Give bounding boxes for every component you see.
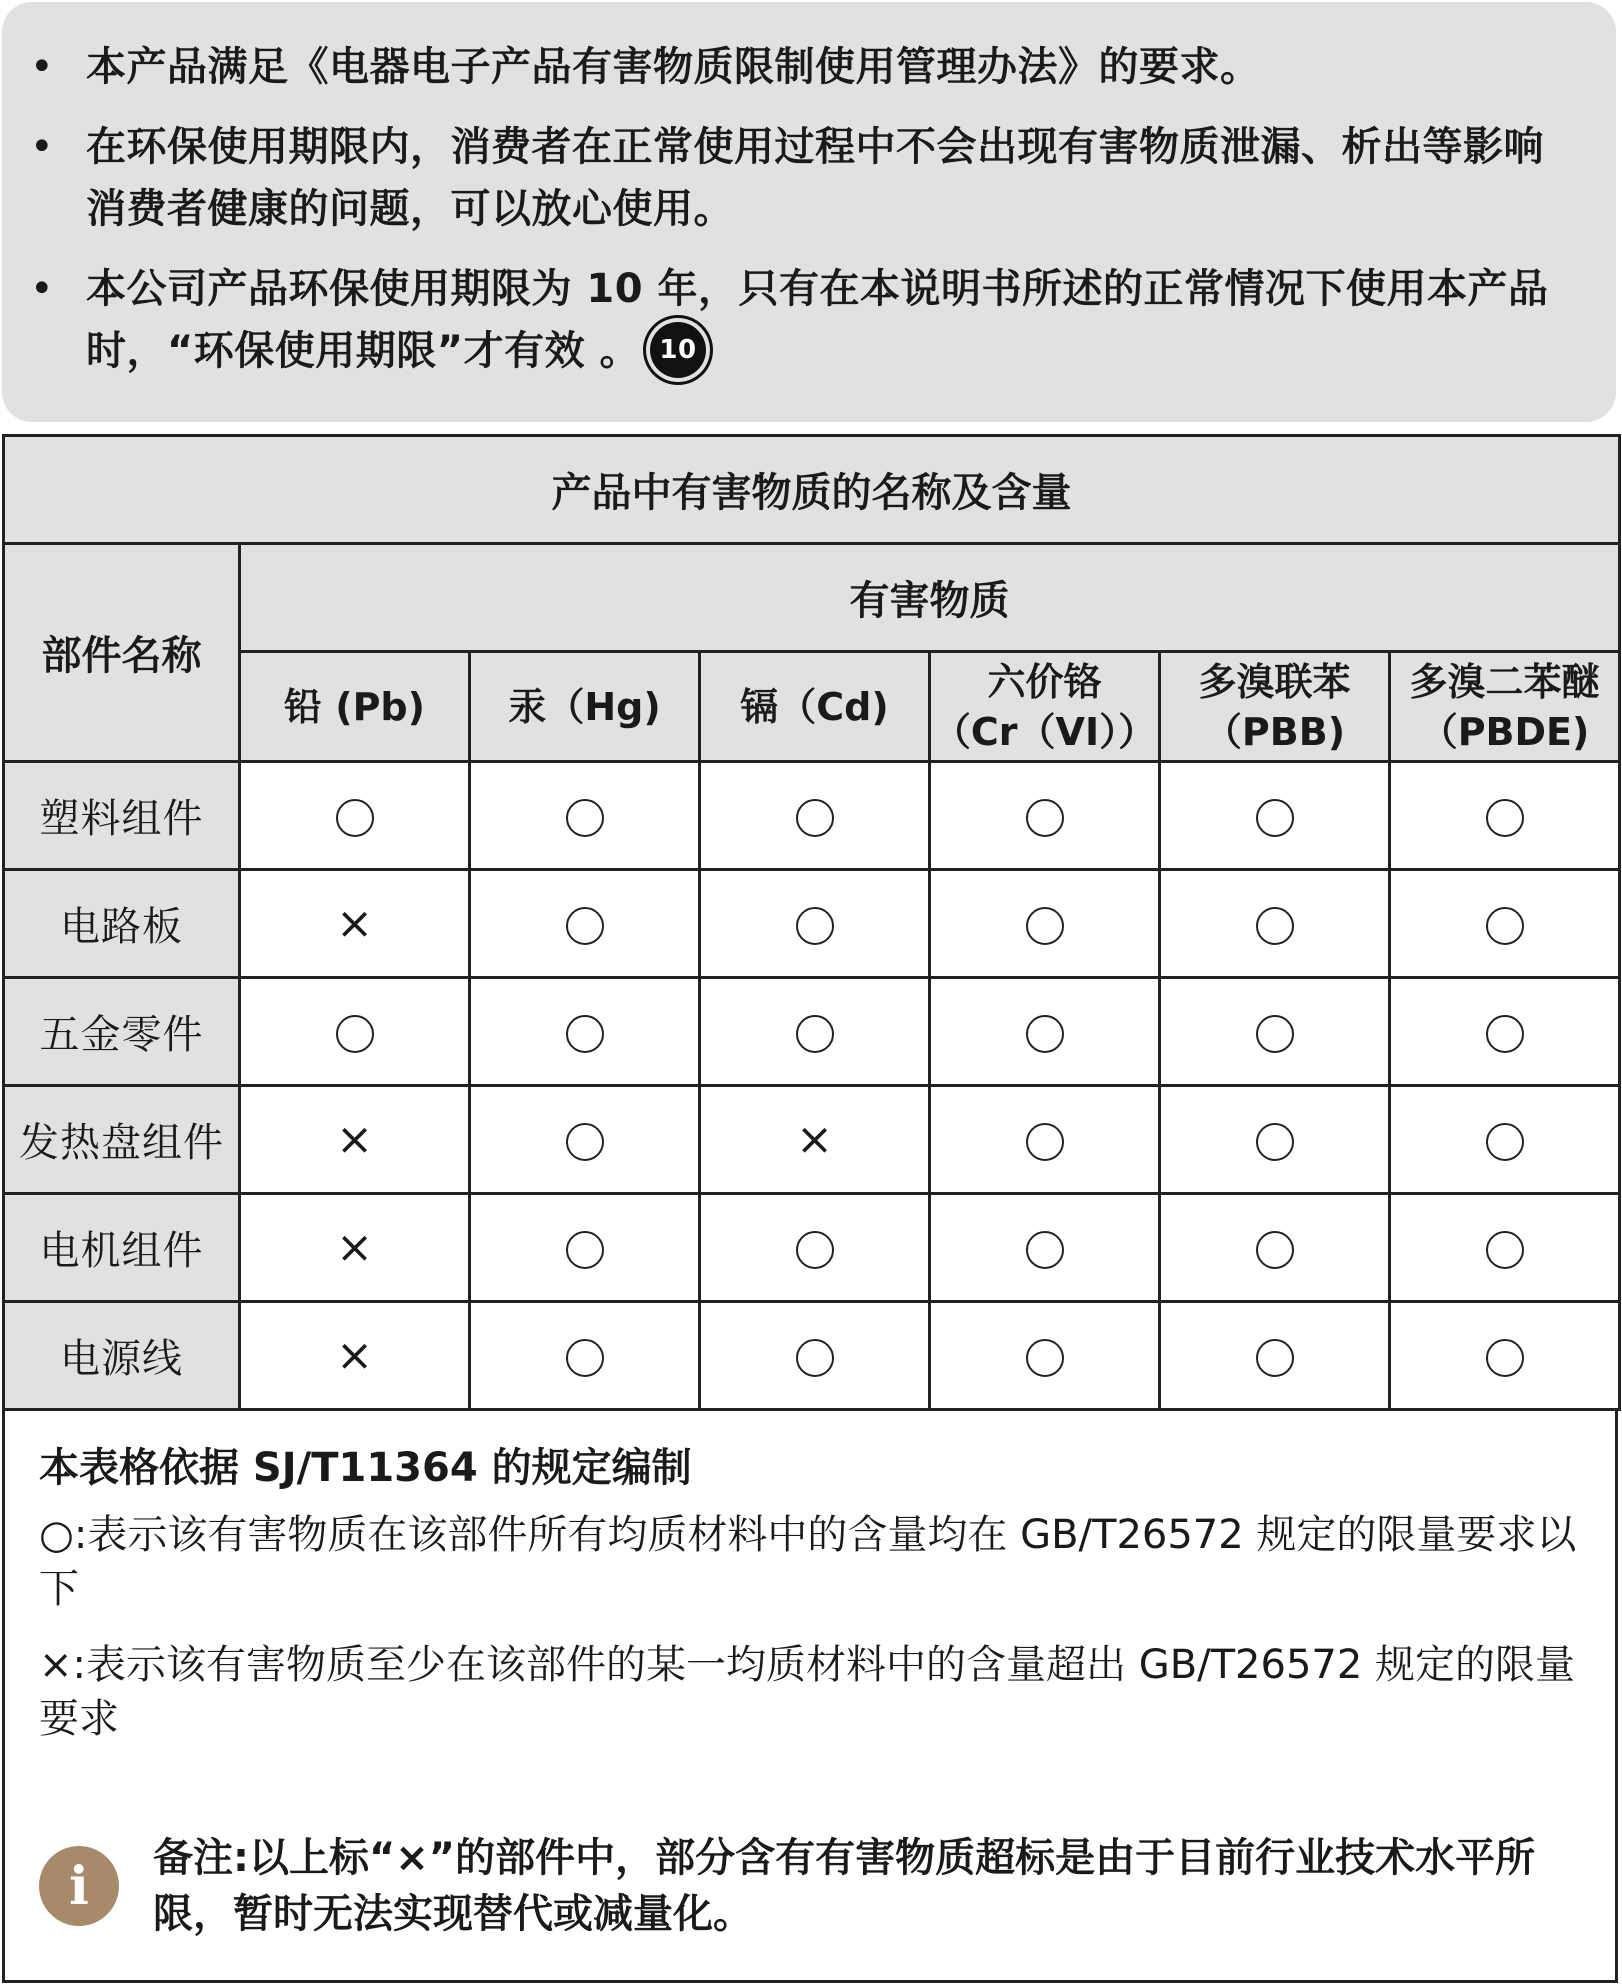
bullet-dot: • (30, 44, 54, 90)
info-bullet-2 (24, 116, 1576, 240)
table-row (4, 978, 1620, 1086)
substance-cell (1390, 762, 1620, 870)
substance-cell (470, 870, 700, 978)
substance-cell (930, 870, 1160, 978)
table-row (4, 1194, 1620, 1302)
substance-cell (700, 1302, 930, 1410)
substance-cell (240, 870, 470, 978)
substance-cell (1390, 978, 1620, 1086)
part-name-cell: 五金零件 (4, 978, 240, 1086)
part-name-cell: 电源线 (4, 1302, 240, 1410)
substance-cell (470, 1086, 700, 1194)
compliant-circle-icon (796, 1015, 834, 1053)
compliance-info-box (2, 2, 1616, 422)
table-title: 产品中有害物质的名称及含量 (4, 436, 1620, 544)
bullet-text: 在环保使用期限内，消费者在正常使用过程中不会出现有害物质泄漏、析出等影响消费者健康的问题，可以放心使用。 (86, 124, 1544, 232)
bullet-dot: • (30, 124, 54, 170)
substance-cell (470, 1194, 700, 1302)
compliant-circle-icon (1486, 799, 1524, 837)
substance-header-2 (700, 652, 930, 762)
compliant-circle-icon (1026, 1339, 1064, 1377)
substance-cell (1390, 1086, 1620, 1194)
substance-name: 铅 (Pb) (283, 684, 426, 729)
compliant-circle-icon (566, 1015, 604, 1053)
substance-header-1 (470, 652, 700, 762)
substance-cell (240, 762, 470, 870)
compliant-circle-icon (796, 1231, 834, 1269)
part-name-cell: 发热盘组件 (4, 1086, 240, 1194)
exceeds-cross-icon: × (336, 1114, 373, 1165)
table-row (4, 1086, 1620, 1194)
substance-header-row (4, 652, 1620, 762)
substance-name: 多溴联苯 (1198, 659, 1351, 704)
compliant-circle-icon (1486, 1123, 1524, 1161)
substance-cell (700, 762, 930, 870)
compliant-circle-icon (566, 1339, 604, 1377)
compliant-circle-icon (566, 1231, 604, 1269)
substance-cell (240, 978, 470, 1086)
compliant-circle-icon (1486, 907, 1524, 945)
compliant-circle-icon (1256, 907, 1294, 945)
table-row (4, 1302, 1620, 1410)
substance-cell (1160, 870, 1390, 978)
info-icon: i (39, 1846, 119, 1926)
remark-text: 备注:以上标“×”的部件中，部分含有有害物质超标是由于目前行业技术水平所限，暂时无法实现替代或减量化。 (153, 1835, 1536, 1937)
part-name-cell: 电机组件 (4, 1194, 240, 1302)
part-name-cell: 电路板 (4, 870, 240, 978)
compliant-circle-icon (1256, 1339, 1294, 1377)
substance-cell (470, 978, 700, 1086)
exceeds-cross-icon: × (336, 898, 373, 949)
compliant-circle-icon (1026, 799, 1064, 837)
substance-cell (1390, 1302, 1620, 1410)
substance-cell (1160, 1302, 1390, 1410)
substance-cell (1160, 1086, 1390, 1194)
substance-cell (1160, 762, 1390, 870)
part-name-cell: 塑料组件 (4, 762, 240, 870)
exceeds-cross-icon: × (336, 1330, 373, 1381)
compliant-circle-icon (1486, 1231, 1524, 1269)
substance-symbol: （PBB) (1203, 709, 1346, 754)
compliant-circle-icon (1026, 1015, 1064, 1053)
circle-legend-note: ○:表示该有害物质在该部件所有均质材料中的含量均在 GB/T26572 规定的限量要求以下 (39, 1512, 1577, 1612)
substance-name: 镉（Cd) (740, 684, 889, 729)
compliant-circle-icon (1256, 799, 1294, 837)
substance-cell (240, 1086, 470, 1194)
substance-header-3 (930, 652, 1160, 762)
compliant-circle-icon (796, 799, 834, 837)
substance-cell (1160, 978, 1390, 1086)
substance-name: 汞（Hg) (508, 684, 661, 729)
substance-cell (700, 870, 930, 978)
substance-cell (700, 1086, 930, 1194)
substance-cell (1390, 1194, 1620, 1302)
basis-note: 本表格依据 SJ/T11364 的规定编制 (39, 1445, 692, 1491)
bullet-text: 本产品满足《电器电子产品有害物质限制使用管理办法》的要求。 (86, 44, 1261, 90)
compliant-circle-icon (336, 1015, 374, 1053)
substance-cell (470, 762, 700, 870)
substance-group-header: 有害物质 (240, 544, 1620, 652)
substance-cell (240, 1302, 470, 1410)
exceeds-cross-icon: × (796, 1114, 833, 1165)
substance-cell (930, 1194, 1160, 1302)
compliant-circle-icon (1256, 1231, 1294, 1269)
table-row (4, 870, 1620, 978)
substance-header-5 (1390, 652, 1620, 762)
compliant-circle-icon (566, 799, 604, 837)
hazardous-substance-table (2, 434, 1621, 1411)
substance-cell (240, 1194, 470, 1302)
substance-cell (700, 978, 930, 1086)
part-name-header: 部件名称 (4, 544, 240, 762)
bullet-text-content: 本公司产品环保使用期限为 10 年，只有在本说明书所述的正常情况下使用本产品时，“环保使用期限”才有效 。 (86, 266, 1549, 374)
substance-header-4 (1160, 652, 1390, 762)
eco-period-badge-icon: 10 (650, 322, 706, 378)
substance-header-0 (240, 652, 470, 762)
substance-name: 六价铬 (987, 659, 1102, 704)
compliant-circle-icon (566, 1123, 604, 1161)
cross-legend-note: ×:表示该有害物质至少在该部件的某一均质材料中的含量超出 GB/T26572 规定的限量要求 (39, 1642, 1576, 1742)
compliant-circle-icon (1026, 907, 1064, 945)
exceeds-cross-icon: × (336, 1222, 373, 1273)
info-bullet-1 (24, 36, 1576, 98)
compliant-circle-icon (1256, 1123, 1294, 1161)
hazardous-substance-table-container (2, 434, 1618, 1411)
info-bullet-3 (24, 258, 1576, 382)
substance-cell (930, 1302, 1160, 1410)
substance-symbol: （PBDE) (1419, 709, 1590, 754)
compliant-circle-icon (1256, 1015, 1294, 1053)
table-row (4, 762, 1620, 870)
compliant-circle-icon (1026, 1123, 1064, 1161)
notes-section (2, 1410, 1618, 1983)
substance-cell (1390, 870, 1620, 978)
substance-cell (1160, 1194, 1390, 1302)
compliant-circle-icon (336, 799, 374, 837)
substance-cell (930, 978, 1160, 1086)
substance-cell (470, 1302, 700, 1410)
compliant-circle-icon (796, 1339, 834, 1377)
substance-cell (700, 1194, 930, 1302)
compliant-circle-icon (1486, 1339, 1524, 1377)
substance-symbol: （Cr（VI）） (932, 709, 1157, 754)
table-body (4, 762, 1620, 1410)
bullet-dot: • (30, 266, 54, 312)
compliant-circle-icon (1486, 1015, 1524, 1053)
compliant-circle-icon (1026, 1231, 1064, 1269)
remark (39, 1830, 1579, 1942)
compliant-circle-icon (796, 907, 834, 945)
substance-cell (930, 762, 1160, 870)
substance-name: 多溴二苯醚 (1409, 659, 1600, 704)
bullet-text (86, 258, 1576, 382)
compliant-circle-icon (566, 907, 604, 945)
substance-cell (930, 1086, 1160, 1194)
